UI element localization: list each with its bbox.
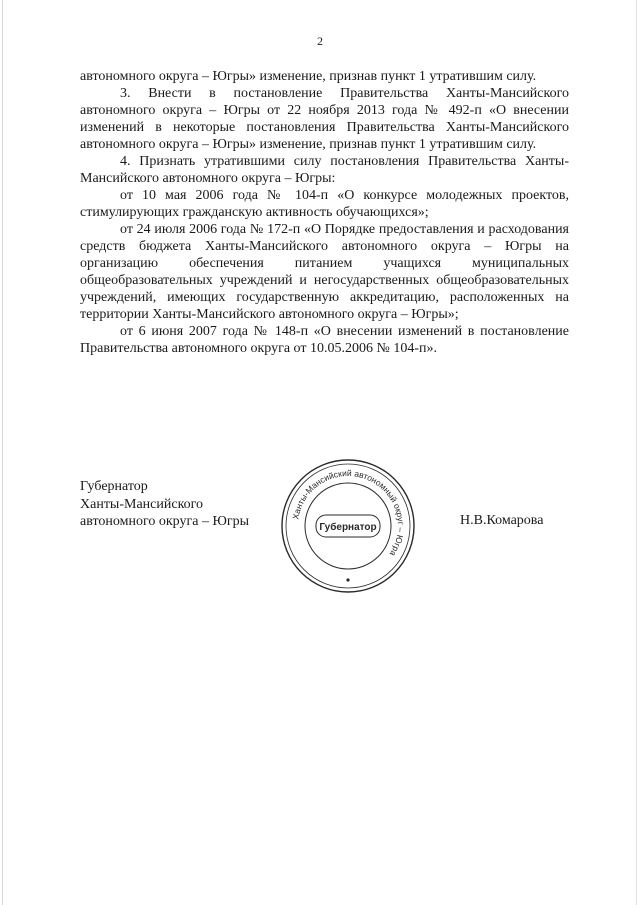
seal-center-text: Губернатор	[319, 522, 377, 533]
document-body	[80, 68, 569, 357]
seal-star-icon	[346, 578, 349, 581]
scan-edge-left	[2, 0, 3, 905]
paragraph-continuation: автономного округа – Югры» изменение, признав пункт 1 утратившим силу.	[80, 69, 537, 84]
paragraph-repeal-148: от 6 июня 2007 года № 148-п «О внесении изменений в постановление Правительства автономного округа от 10.05.2006 № 104-п».	[80, 324, 569, 356]
signatory-name: Н.В.Комарова	[460, 513, 544, 528]
paragraph-item-3: 3. Внести в постановление Правительства Ханты-Мансийского автономного округа – Югры от 22 ноября 2013 года № 492-п «О внесении изменений в некоторые постановления Правительства Ханты-Мансийского автономного округа – Югры» изменение, признав пункт 1 утратившим силу.	[80, 86, 569, 152]
paragraph-repeal-104: от 10 мая 2006 года № 104-п «О конкурсе молодежных проектов, стимулирующих гражданскую активность обучающихся»;	[80, 188, 569, 220]
signatory-title-line: автономного округа – Югры	[80, 514, 249, 529]
signatory-title-line: Губернатор	[80, 479, 148, 494]
scan-edge-right	[636, 0, 637, 905]
seal-ring-text: Ханты-Мансийский автономный округ – Югра	[290, 467, 407, 559]
paragraph-item-4: 4. Признать утратившими силу постановления Правительства Ханты-Мансийского автономного округа – Югры:	[80, 154, 569, 186]
page-number: 2	[317, 34, 323, 48]
paragraph-repeal-172: от 24 июля 2006 года № 172-п «О Порядке предоставления и расходования средств бюджета Ханты-Мансийского автономного округа – Югры на организацию обеспечения питанием учащихся муниципальных общеобразовательных учреждений и негосударственных общеобразовательных учреждений, имеющих государственную аккредитацию, расположенных на территории Ханты-Мансийского автономного округа – Югры»;	[80, 222, 569, 322]
signatory-title-line: Ханты-Мансийского	[80, 496, 204, 512]
official-seal	[280, 458, 416, 594]
signatory-title	[80, 478, 310, 531]
